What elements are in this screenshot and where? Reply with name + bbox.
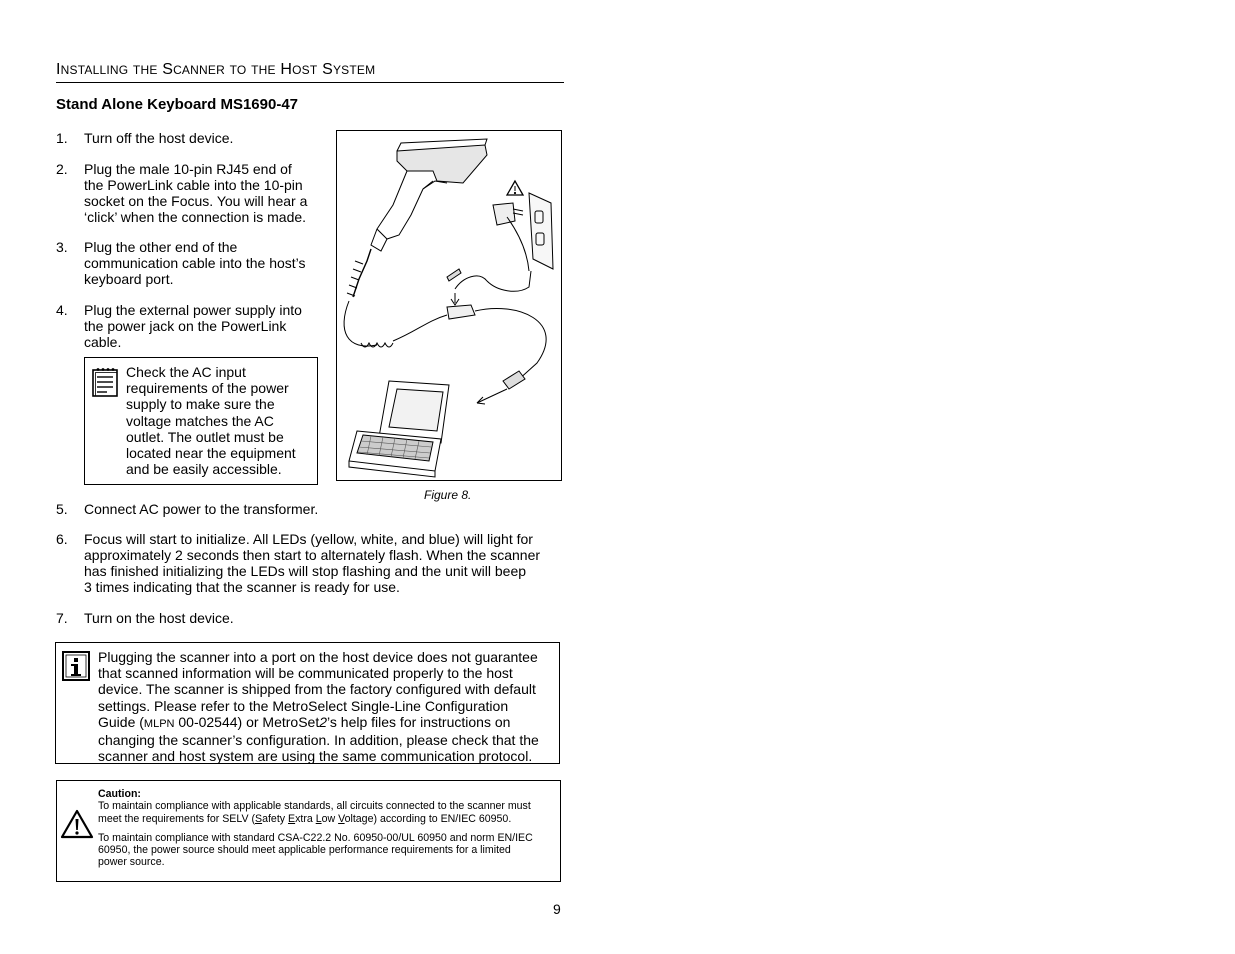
note-box: [84, 357, 318, 485]
note-text: Check the AC input requirements of the power supply to make sure the voltage matches the AC outlet. The outlet must be located near the equipment and be easily accessible.: [126, 364, 296, 478]
figure-caption: Figure 8.: [424, 488, 472, 502]
step-number: 7.: [56, 610, 68, 626]
step-number: 6.: [56, 531, 68, 547]
step-number: 4.: [56, 302, 68, 318]
step-number: 5.: [56, 501, 68, 517]
section-title: INSTALLING THE SCANNER TO THE HOST SYSTEM: [56, 58, 564, 83]
caution-title: Caution:: [98, 788, 141, 800]
subheading: Stand Alone Keyboard MS1690-47: [56, 96, 299, 113]
step-number: 1.: [56, 130, 68, 146]
info-box: [55, 642, 560, 764]
info-text: Plugging the scanner into a port on the host device does not guarantee that scanned information will be communicated properly to the host device. The scanner is shipped from the factory configured with default settings. Please refer to the MetroSelect Single-Line Configuration Guide (MLPN 00-02544) or MetroSet2’s help files for instructions on changing the scanner’s configuration. In addition, please check that the scanner and host system are using the same communication protocol.: [98, 649, 539, 765]
caution-box: [56, 780, 561, 882]
step-number: 3.: [56, 239, 68, 255]
page-number: 9: [553, 901, 561, 917]
figure-8: [336, 130, 562, 481]
scanner-installation-illustration: [337, 131, 561, 480]
warning-icon: [60, 809, 94, 839]
notepad-icon: [91, 366, 119, 398]
info-icon: [62, 651, 90, 681]
caution-text: Caution: To maintain compliance with applicable standards, all circuits connected to the scanner must meet the requirements for SELV (Safety Extra Low Voltage) according to EN/IEC 60950. To maintain compliance with standard CSA-C22.2 No. 60950-00/UL 60950 and norm EN/IEC 60950, the power source should meet applicable performance requirements for a limited power source.: [98, 788, 554, 869]
step-number: 2.: [56, 161, 68, 177]
